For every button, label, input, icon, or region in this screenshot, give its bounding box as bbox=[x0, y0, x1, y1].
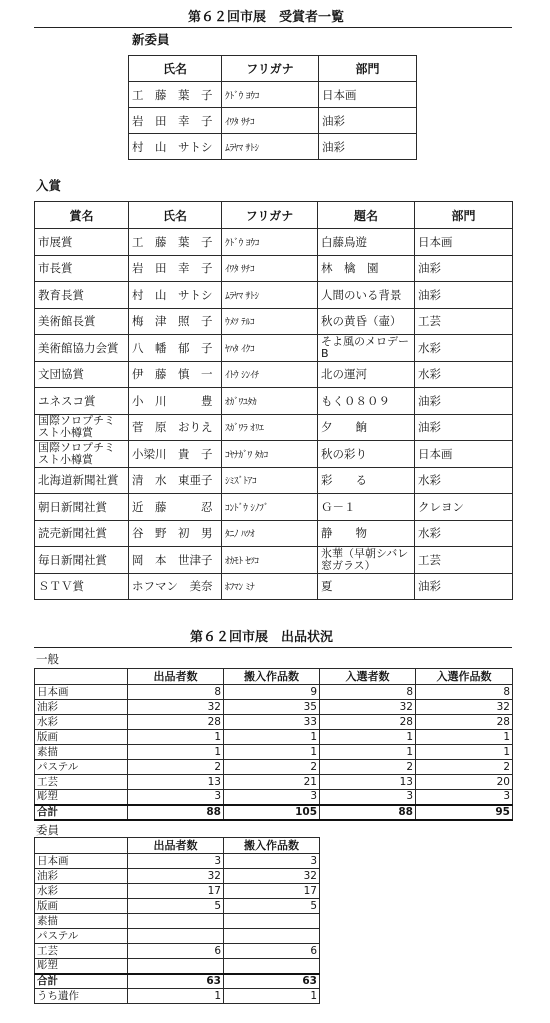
table-cell: 3 bbox=[320, 790, 416, 805]
table-cell: 17 bbox=[128, 884, 224, 899]
table-cell: 北海道新聞社賞 bbox=[35, 467, 129, 494]
table-cell: 日本画 bbox=[35, 685, 128, 700]
column-header: フリガナ bbox=[222, 56, 319, 82]
posthumous-row bbox=[35, 989, 320, 1004]
table-cell: 静 物 bbox=[318, 520, 415, 547]
table-row bbox=[35, 760, 513, 775]
total-row bbox=[35, 805, 513, 820]
awards-table bbox=[34, 201, 513, 600]
table-row bbox=[35, 929, 320, 944]
table-cell: 1 bbox=[224, 989, 320, 1004]
table-cell: 日本画 bbox=[415, 441, 513, 468]
column-header bbox=[35, 838, 128, 854]
table-cell: 油彩 bbox=[35, 700, 128, 715]
table-row bbox=[35, 361, 513, 388]
table-cell: 版画 bbox=[35, 899, 128, 914]
table-cell: 市長賞 bbox=[35, 255, 129, 282]
table-cell: 小 川 豊 bbox=[129, 388, 222, 415]
table-cell: 油彩 bbox=[415, 573, 513, 600]
table-cell: 水彩 bbox=[35, 715, 128, 730]
new-members-table bbox=[128, 55, 417, 160]
table-cell: 1 bbox=[224, 745, 320, 760]
table-cell: 17 bbox=[224, 884, 320, 899]
column-header: 氏名 bbox=[129, 56, 222, 82]
table-cell: 工 藤 葉 子 bbox=[129, 229, 222, 256]
table-cell: 日本画 bbox=[319, 82, 417, 108]
table-cell: Ｇ－１ bbox=[318, 494, 415, 521]
table-cell: ｳﾒﾂ ﾃﾙｺ bbox=[222, 308, 318, 335]
table-cell: ｸﾄﾞｳ ﾖｳｺ bbox=[222, 229, 318, 256]
table-cell: 氷華（早朝シバレ窓ガラス） bbox=[318, 547, 415, 574]
table-cell: 版画 bbox=[35, 730, 128, 745]
table-cell: 日本画 bbox=[415, 229, 513, 256]
table-cell: 国際ソロプチミスト小樽賞 bbox=[35, 414, 129, 441]
column-header: 入選者数 bbox=[320, 669, 416, 685]
table-cell: 岡 本 世津子 bbox=[129, 547, 222, 574]
table-cell: 8 bbox=[320, 685, 416, 700]
table-row bbox=[129, 108, 417, 134]
table-row bbox=[35, 854, 320, 869]
table-cell: 菅 原 おりえ bbox=[129, 414, 222, 441]
table-cell: 3 bbox=[224, 790, 320, 805]
table-cell: 水彩 bbox=[415, 361, 513, 388]
table-cell: 13 bbox=[320, 775, 416, 790]
table-cell: 清 水 東亜子 bbox=[129, 467, 222, 494]
table-cell: 村 山 サトシ bbox=[129, 134, 222, 160]
table-cell: 毎日新聞社賞 bbox=[35, 547, 129, 574]
table-cell: 工芸 bbox=[35, 775, 128, 790]
table-cell: 美術館協力会賞 bbox=[35, 335, 129, 362]
table-cell: 8 bbox=[128, 685, 224, 700]
table-cell: ｲﾜﾀ ｻﾁｺ bbox=[222, 255, 318, 282]
table-cell: 合計 bbox=[35, 974, 128, 989]
table-cell: ｽｶﾞﾜﾗ ｵﾘｴ bbox=[222, 414, 318, 441]
table-cell: 水彩 bbox=[415, 467, 513, 494]
table-header-row bbox=[35, 669, 513, 685]
table-cell: 32 bbox=[128, 700, 224, 715]
table-cell: 1 bbox=[128, 730, 224, 745]
table-cell: 3 bbox=[128, 790, 224, 805]
table-cell: 1 bbox=[224, 730, 320, 745]
table-row bbox=[35, 520, 513, 547]
table-cell: 105 bbox=[224, 805, 320, 820]
table-cell: 素描 bbox=[35, 745, 128, 760]
table-cell: 油彩 bbox=[415, 414, 513, 441]
table-header-row bbox=[35, 202, 513, 229]
table-row bbox=[35, 730, 513, 745]
table-cell: 白藤鳥遊 bbox=[318, 229, 415, 256]
members-label: 委員 bbox=[36, 823, 59, 837]
table-cell: 88 bbox=[320, 805, 416, 820]
table-cell: 13 bbox=[128, 775, 224, 790]
table-cell: 33 bbox=[224, 715, 320, 730]
table-cell: ｸﾄﾞｳ ﾖｳｺ bbox=[222, 82, 319, 108]
table-cell: 1 bbox=[320, 745, 416, 760]
table-cell: 工 藤 葉 子 bbox=[129, 82, 222, 108]
table-cell: 彩 る bbox=[318, 467, 415, 494]
table-cell: ｺﾔﾅｶﾞﾜ ﾀｶｺ bbox=[222, 441, 318, 468]
table-cell bbox=[224, 929, 320, 944]
table-cell: クレヨン bbox=[415, 494, 513, 521]
table-cell: 日本画 bbox=[35, 854, 128, 869]
table-cell bbox=[128, 959, 224, 974]
table-cell: ﾔﾊﾀ ｲｸｺ bbox=[222, 335, 318, 362]
table-cell: うち遺作 bbox=[35, 989, 128, 1004]
table-cell: 岩 田 幸 子 bbox=[129, 255, 222, 282]
table-row bbox=[35, 388, 513, 415]
table-cell: 1 bbox=[128, 989, 224, 1004]
table-row bbox=[35, 282, 513, 309]
column-header: 賞名 bbox=[35, 202, 129, 229]
table-cell: パステル bbox=[35, 760, 128, 775]
table-cell: 5 bbox=[128, 899, 224, 914]
table-cell: ｲﾄｳ ｼﾝｲﾁ bbox=[222, 361, 318, 388]
table-cell bbox=[128, 914, 224, 929]
table-row bbox=[35, 959, 320, 974]
table-cell: 村 山 サトシ bbox=[129, 282, 222, 309]
table-cell: 1 bbox=[128, 745, 224, 760]
table-cell: 油彩 bbox=[415, 282, 513, 309]
table-cell: 油彩 bbox=[319, 108, 417, 134]
table-cell: 21 bbox=[224, 775, 320, 790]
table-cell: 32 bbox=[128, 869, 224, 884]
table-row bbox=[35, 255, 513, 282]
table-cell: 小梁川 貴 子 bbox=[129, 441, 222, 468]
table-cell: 32 bbox=[416, 700, 513, 715]
table-cell: 28 bbox=[416, 715, 513, 730]
table-cell: 素描 bbox=[35, 914, 128, 929]
table-row bbox=[35, 685, 513, 700]
table-cell: パステル bbox=[35, 929, 128, 944]
table-cell: 美術館長賞 bbox=[35, 308, 129, 335]
table-row bbox=[35, 700, 513, 715]
table-cell: 彫塑 bbox=[35, 959, 128, 974]
table-cell: 2 bbox=[416, 760, 513, 775]
column-header bbox=[35, 669, 128, 685]
column-header: 出品者数 bbox=[128, 669, 224, 685]
table-row bbox=[35, 899, 320, 914]
table-row bbox=[35, 494, 513, 521]
column-header: 搬入作品数 bbox=[224, 669, 320, 685]
table-cell: 油彩 bbox=[415, 255, 513, 282]
table-cell: 95 bbox=[416, 805, 513, 820]
table-cell: ホフマン 美奈 bbox=[129, 573, 222, 600]
table-cell: ｺﾝﾄﾞｳ ｼﾉﾌﾞ bbox=[222, 494, 318, 521]
table-cell: 秋の黄昏（壷） bbox=[318, 308, 415, 335]
table-row bbox=[35, 775, 513, 790]
table-cell: 工芸 bbox=[415, 308, 513, 335]
table-cell: 1 bbox=[320, 730, 416, 745]
table-cell: 彫塑 bbox=[35, 790, 128, 805]
general-status-table bbox=[34, 668, 513, 821]
table-cell: 8 bbox=[416, 685, 513, 700]
column-header: 出品者数 bbox=[128, 838, 224, 854]
table-cell: 工芸 bbox=[415, 547, 513, 574]
table-row bbox=[35, 869, 320, 884]
status-underline bbox=[34, 647, 512, 648]
table-row bbox=[35, 441, 513, 468]
table-cell: 63 bbox=[224, 974, 320, 989]
new-members-heading: 新委員 bbox=[132, 32, 170, 47]
table-cell: 3 bbox=[224, 854, 320, 869]
table-cell: 近 藤 忍 bbox=[129, 494, 222, 521]
table-row bbox=[35, 745, 513, 760]
table-cell: そよ風のメロデー B bbox=[318, 335, 415, 362]
table-cell: 国際ソロプチミスト小樽賞 bbox=[35, 441, 129, 468]
table-cell: 水彩 bbox=[415, 335, 513, 362]
table-cell: 人間のいる背景 bbox=[318, 282, 415, 309]
table-row bbox=[35, 547, 513, 574]
table-cell: 夏 bbox=[318, 573, 415, 600]
table-cell: 28 bbox=[320, 715, 416, 730]
column-header: 氏名 bbox=[129, 202, 222, 229]
table-cell: 1 bbox=[416, 745, 513, 760]
table-cell: 岩 田 幸 子 bbox=[129, 108, 222, 134]
table-cell: 夕 餉 bbox=[318, 414, 415, 441]
table-cell: 梅 津 照 子 bbox=[129, 308, 222, 335]
table-row bbox=[35, 229, 513, 256]
table-cell: ｵｶﾞﾜﾕﾀｶ bbox=[222, 388, 318, 415]
table-cell: 文団協賞 bbox=[35, 361, 129, 388]
table-cell: 2 bbox=[320, 760, 416, 775]
table-cell bbox=[128, 929, 224, 944]
column-header: 搬入作品数 bbox=[224, 838, 320, 854]
column-header: 入選作品数 bbox=[416, 669, 513, 685]
awards-heading: 入賞 bbox=[36, 178, 62, 193]
table-cell: ﾑﾗﾔﾏ ｻﾄｼ bbox=[222, 134, 319, 160]
table-cell: 油彩 bbox=[35, 869, 128, 884]
table-cell: 市展賞 bbox=[35, 229, 129, 256]
column-header: 部門 bbox=[415, 202, 513, 229]
table-row bbox=[35, 335, 513, 362]
table-cell: 林 檎 園 bbox=[318, 255, 415, 282]
table-row bbox=[35, 467, 513, 494]
table-row bbox=[35, 914, 320, 929]
table-cell: 6 bbox=[128, 944, 224, 959]
table-cell: ＳＴＶ賞 bbox=[35, 573, 129, 600]
table-cell: 油彩 bbox=[415, 388, 513, 415]
table-cell: 油彩 bbox=[319, 134, 417, 160]
table-row bbox=[35, 884, 320, 899]
table-cell: 3 bbox=[416, 790, 513, 805]
table-row bbox=[35, 715, 513, 730]
table-cell: 教育長賞 bbox=[35, 282, 129, 309]
table-cell: ユネスコ賞 bbox=[35, 388, 129, 415]
table-cell: ﾎﾌﾏﾝ ﾐﾅ bbox=[222, 573, 318, 600]
table-cell: 2 bbox=[128, 760, 224, 775]
table-row bbox=[129, 82, 417, 108]
table-cell: 八 幡 郁 子 bbox=[129, 335, 222, 362]
table-cell: 3 bbox=[128, 854, 224, 869]
table-header-row bbox=[35, 838, 320, 854]
total-row bbox=[35, 974, 320, 989]
page-title: 第６２回市展 受賞者一覧 bbox=[188, 10, 345, 25]
table-cell: 1 bbox=[416, 730, 513, 745]
members-status-table bbox=[34, 837, 320, 1004]
table-row bbox=[35, 790, 513, 805]
table-cell: 6 bbox=[224, 944, 320, 959]
column-header: フリガナ bbox=[222, 202, 318, 229]
table-cell: 伊 藤 慎 一 bbox=[129, 361, 222, 388]
table-cell: ｼﾐｽﾞﾄｱｺ bbox=[222, 467, 318, 494]
table-cell: 88 bbox=[128, 805, 224, 820]
table-cell: 水彩 bbox=[35, 884, 128, 899]
table-cell: 水彩 bbox=[415, 520, 513, 547]
table-row bbox=[35, 944, 320, 959]
table-cell: ﾀﾆﾉ ﾊﾂｵ bbox=[222, 520, 318, 547]
table-cell: 20 bbox=[416, 775, 513, 790]
table-header-row bbox=[129, 56, 417, 82]
table-cell bbox=[224, 959, 320, 974]
table-cell: 2 bbox=[224, 760, 320, 775]
table-cell: もく０８０９ bbox=[318, 388, 415, 415]
table-cell: ｲﾜﾀ ｻﾁｺ bbox=[222, 108, 319, 134]
status-title: 第６２回市展 出品状況 bbox=[190, 630, 334, 645]
column-header: 部門 bbox=[319, 56, 417, 82]
table-cell bbox=[224, 914, 320, 929]
table-cell: 32 bbox=[224, 869, 320, 884]
table-cell: ｵｶﾓﾄ ｾﾂｺ bbox=[222, 547, 318, 574]
table-cell: 35 bbox=[224, 700, 320, 715]
table-cell: 秋の彩り bbox=[318, 441, 415, 468]
table-cell: 32 bbox=[320, 700, 416, 715]
table-cell: 28 bbox=[128, 715, 224, 730]
table-cell: 9 bbox=[224, 685, 320, 700]
column-header: 題名 bbox=[318, 202, 415, 229]
table-cell: 63 bbox=[128, 974, 224, 989]
table-cell: 谷 野 初 男 bbox=[129, 520, 222, 547]
table-row bbox=[35, 573, 513, 600]
table-row bbox=[129, 134, 417, 160]
table-cell: 朝日新聞社賞 bbox=[35, 494, 129, 521]
title-underline bbox=[34, 27, 512, 28]
table-cell: 工芸 bbox=[35, 944, 128, 959]
table-row bbox=[35, 414, 513, 441]
table-cell: 合計 bbox=[35, 805, 128, 820]
table-cell: 北の運河 bbox=[318, 361, 415, 388]
general-label: 一般 bbox=[36, 652, 59, 666]
table-cell: 読売新聞社賞 bbox=[35, 520, 129, 547]
table-row bbox=[35, 308, 513, 335]
table-cell: 5 bbox=[224, 899, 320, 914]
table-cell: ﾑﾗﾔﾏ ｻﾄｼ bbox=[222, 282, 318, 309]
